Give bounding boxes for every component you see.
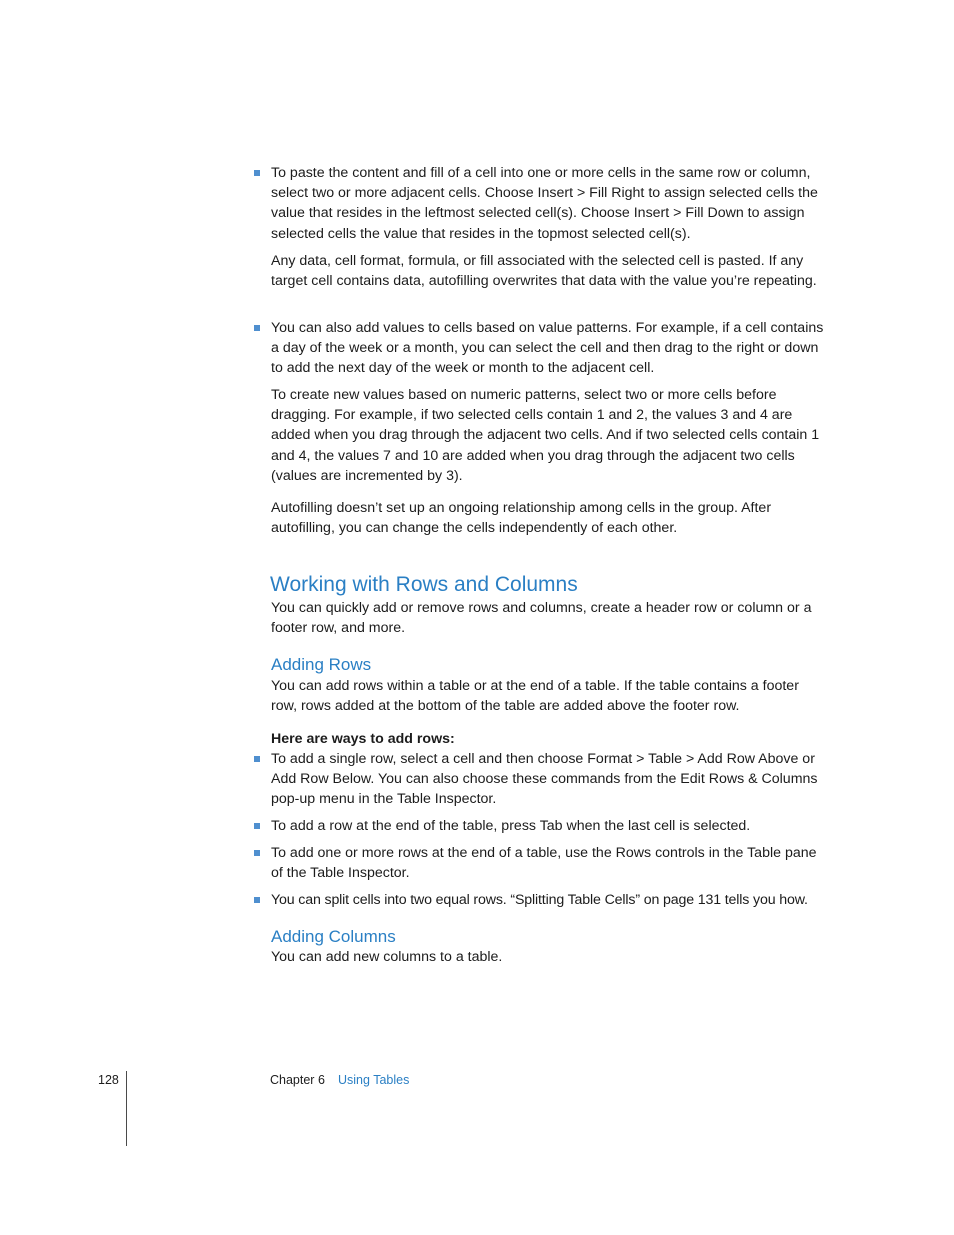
bullet-marker	[254, 897, 260, 903]
list-item: To add a single row, select a cell and then choose Format > Table > Add Row Above or Add Row Below. You can also choose these commands from the Edit Rows & Columns pop-up menu in the Table Inspector.	[271, 751, 818, 808]
list-item: To add one or more rows at the end of a table, use the Rows controls in the Table pane of the Table Inspector.	[271, 845, 817, 882]
bullet-note-numeric-patterns: To create new values based on numeric patterns, select two or more cells before dragging. For example, if two selected cells contain 1 and 2, the values 3 and 4 are added when you drag through the adjacent two cells. And if two selected cells contain 1 and 4, the values 7 and 10 are added when you drag through the adjacent two cells (values are incremented by 3).	[271, 387, 820, 484]
bullet-marker	[254, 850, 260, 856]
subheading-adding-rows: Adding Rows	[271, 655, 372, 674]
adding-rows-lead: Here are ways to add rows:	[271, 731, 455, 747]
bullet-note-autofill: Any data, cell format, formula, or fill associated with the selected cell is pasted. If any target cell contains data, autofilling overwrites that data with the value you’re repeating.	[271, 253, 817, 290]
list-item: You can split cells into two equal rows. “Splitting Table Cells” on page 131 tells you how.	[271, 892, 808, 908]
bullet-marker	[254, 325, 260, 331]
footer-divider	[126, 1071, 127, 1146]
footer-chapter-title: Using Tables	[338, 1073, 410, 1087]
adding-rows-intro: You can add rows within a table or at the end of a table. If the table contains a footer row, rows added at the bottom of the table are added above the footer row.	[271, 678, 799, 715]
bullet-paragraph-patterns: You can also add values to cells based on value patterns. For example, if a cell contains a day of the week or a month, you can select the cell and then drag to the right or down to add the next day of the week or month to the adjacent cell.	[271, 320, 824, 377]
footer-chapter-label: Chapter 6	[270, 1073, 325, 1087]
bullet-marker	[254, 823, 260, 829]
autofill-closing-paragraph: Autofilling doesn’t set up an ongoing relationship among cells in the group. After autofilling, you can change the cells independently of each other.	[271, 500, 772, 537]
bullet-marker	[254, 756, 260, 762]
page-number: 128	[98, 1073, 119, 1087]
bullet-paragraph-fill: To paste the content and fill of a cell into one or more cells in the same row or column, select two or more adjacent cells. Choose Insert > Fill Right to assign selected cells the value that resides in the leftmost selected cell(s). Choose Insert > Fill Down to assign selected cells the value that resides in the topmost selected cell(s).	[271, 165, 818, 242]
bullet-marker	[254, 170, 260, 176]
list-item: To add a row at the end of the table, press Tab when the last cell is selected.	[271, 818, 751, 834]
rows-columns-intro: You can quickly add or remove rows and columns, create a header row or column or a footer row, and more.	[271, 600, 812, 637]
subheading-adding-columns: Adding Columns	[271, 927, 396, 946]
section-heading-rows-columns: Working with Rows and Columns	[270, 573, 578, 596]
adding-columns-intro: You can add new columns to a table.	[271, 949, 503, 965]
